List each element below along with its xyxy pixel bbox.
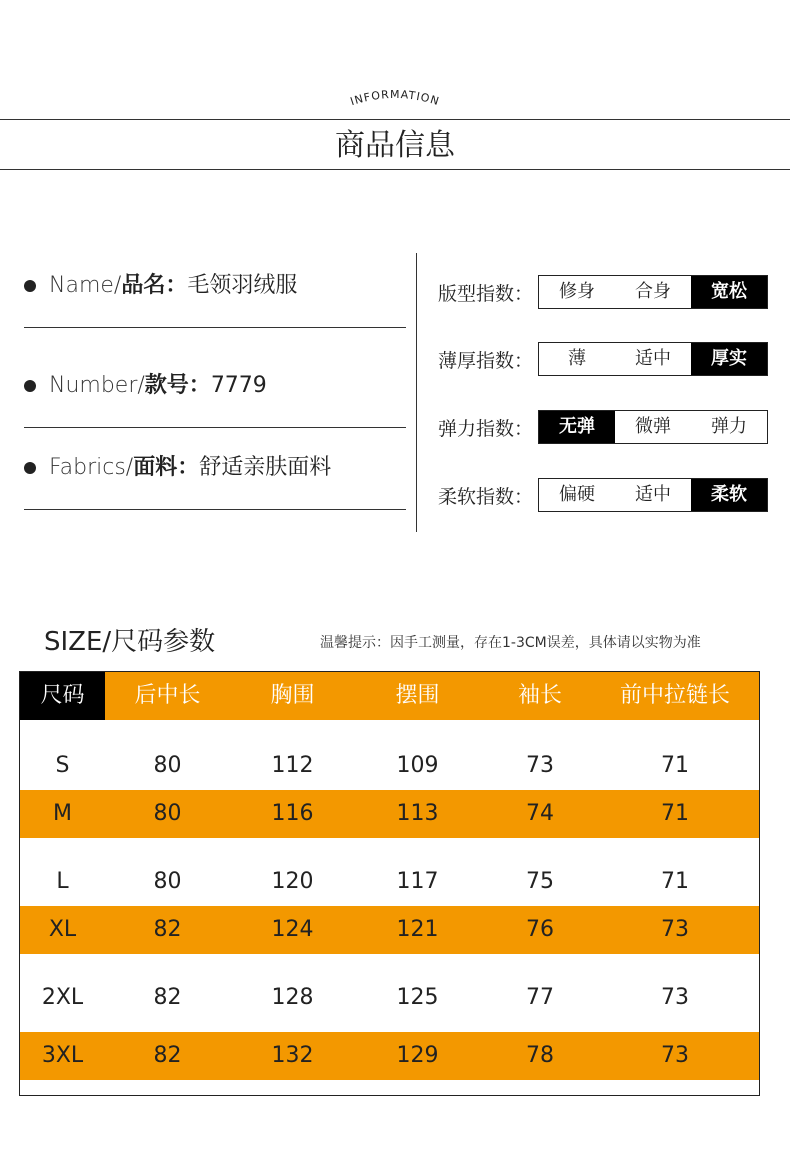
- cell-hem: 117: [396, 869, 439, 894]
- number-value: 7779: [210, 373, 267, 398]
- cell-back-length: 82: [153, 985, 182, 1010]
- index-option: 柔软: [691, 479, 767, 511]
- index-option: 厚实: [691, 343, 767, 375]
- bullet-icon: [24, 462, 36, 474]
- number-label: Number/: [49, 373, 145, 398]
- index-option: 偏硬: [559, 484, 595, 505]
- index-row: [438, 342, 768, 376]
- page-title: 商品信息: [335, 128, 455, 163]
- cell-chest: 124: [271, 917, 314, 942]
- index-option: 宽松: [691, 276, 767, 308]
- svg-text:INFORMATION: [349, 88, 442, 108]
- index-option: 弹力: [711, 416, 747, 437]
- bullet-icon: [24, 280, 36, 292]
- cell-back-length: 82: [153, 1043, 182, 1068]
- cell-size: XL: [48, 917, 77, 942]
- name-label: Name/: [49, 273, 122, 298]
- fabrics-label-cn: 面料：: [133, 455, 200, 480]
- index-option: 微弹: [635, 416, 671, 437]
- header-rule-bottom: [0, 169, 790, 170]
- fabrics-label: Fabrics/: [49, 455, 134, 480]
- size-table: [19, 671, 760, 1096]
- index-scale: [538, 478, 768, 512]
- header-rule-top: [0, 119, 790, 120]
- index-label: 版型指数：: [438, 282, 534, 305]
- header-subtitle: INFORMATION: [348, 87, 442, 109]
- header-cell: 摆围: [395, 683, 440, 708]
- header-cell: 袖长: [517, 683, 562, 708]
- cell-hem: 109: [396, 753, 439, 778]
- index-label: 柔软指数：: [438, 485, 534, 508]
- size-note: 温馨提示：因手工测量，存在1-3CM误差，具体请以实物为准: [320, 635, 701, 651]
- cell-size: S: [55, 753, 70, 778]
- table-row: [20, 1032, 759, 1080]
- index-row: [438, 275, 768, 309]
- index-option: 适中: [635, 348, 671, 369]
- table-header: [20, 672, 759, 720]
- cell-back-length: 80: [153, 869, 182, 894]
- cell-back-length: 80: [153, 801, 182, 826]
- bullet-icon: [24, 380, 36, 392]
- index-option: 合身: [635, 281, 671, 302]
- index-label: 薄厚指数：: [438, 349, 534, 372]
- info-divider: [24, 427, 406, 428]
- cell-back-length: 80: [153, 753, 182, 778]
- cell-zipper: 71: [661, 753, 689, 778]
- cell-zipper: 71: [661, 869, 689, 894]
- index-row: [438, 478, 768, 512]
- size-title: SIZE/尺码参数: [44, 627, 216, 657]
- cell-size: L: [56, 869, 69, 894]
- name-label-cn: 品名：: [121, 273, 188, 298]
- table-row: [20, 742, 759, 790]
- table-row: [20, 858, 759, 906]
- cell-hem: 125: [396, 985, 439, 1010]
- cell-sleeve: 78: [526, 1043, 554, 1068]
- index-label: 弹力指数：: [438, 417, 534, 440]
- index-option: 修身: [559, 281, 595, 302]
- index-option: 无弹: [539, 411, 615, 443]
- cell-zipper: 73: [661, 917, 689, 942]
- info-fabrics: [24, 453, 406, 483]
- cell-hem: 121: [396, 917, 439, 942]
- cell-chest: 116: [271, 801, 314, 826]
- header-cell: 前中拉链长: [619, 683, 730, 708]
- cell-chest: 128: [271, 985, 314, 1010]
- fabrics-value: 舒适亲肤面料: [199, 455, 332, 480]
- cell-chest: 120: [271, 869, 314, 894]
- cell-sleeve: 76: [526, 917, 554, 942]
- cell-sleeve: 75: [526, 869, 554, 894]
- index-scale: [538, 342, 768, 376]
- cell-sleeve: 77: [526, 985, 554, 1010]
- name-value: 毛领羽绒服: [187, 273, 298, 298]
- cell-sleeve: 73: [526, 753, 554, 778]
- table-row: [20, 906, 759, 954]
- cell-size: 2XL: [41, 985, 84, 1010]
- information-arc-text: [0, 84, 790, 114]
- cell-hem: 129: [396, 1043, 439, 1068]
- index-scale: [538, 275, 768, 309]
- index-scale: [538, 410, 768, 444]
- info-divider: [24, 509, 406, 510]
- index-option: 薄: [568, 348, 586, 369]
- table-row: [20, 974, 759, 1022]
- info-number: [24, 371, 406, 401]
- info-name: [24, 271, 406, 301]
- index-option: 适中: [635, 484, 671, 505]
- info-divider: [24, 327, 406, 328]
- table-row: [20, 790, 759, 838]
- index-row: [438, 410, 768, 444]
- cell-size: M: [53, 801, 72, 826]
- cell-chest: 112: [271, 753, 314, 778]
- header-cell: 尺码: [20, 672, 105, 720]
- cell-zipper: 71: [661, 801, 689, 826]
- cell-zipper: 73: [661, 1043, 689, 1068]
- cell-back-length: 82: [153, 917, 182, 942]
- header-cell: 后中长: [134, 683, 201, 708]
- vertical-divider: [416, 253, 417, 532]
- cell-zipper: 73: [661, 985, 689, 1010]
- number-label-cn: 款号：: [144, 373, 211, 398]
- cell-size: 3XL: [41, 1043, 84, 1068]
- cell-chest: 132: [271, 1043, 314, 1068]
- header-cell: 胸围: [270, 683, 315, 708]
- cell-hem: 113: [396, 801, 439, 826]
- cell-sleeve: 74: [526, 801, 554, 826]
